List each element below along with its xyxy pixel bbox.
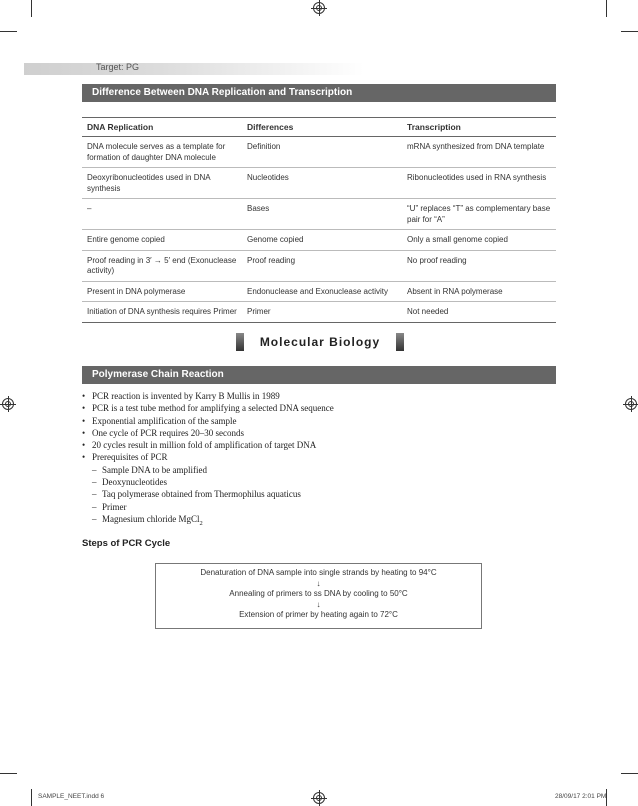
table-cell: DNA molecule serves as a template for formation of daughter DNA molecule (82, 137, 242, 168)
crop-mark (0, 773, 17, 774)
step-extension: Extension of primer by heating again to 72°C (239, 610, 398, 619)
step-denaturation: Denaturation of DNA sample into single strands by heating to 94°C (200, 568, 437, 577)
crop-mark (621, 773, 638, 774)
banner-block-right (396, 333, 404, 351)
table-cell: Entire genome copied (82, 230, 242, 251)
chapter-banner (236, 333, 404, 351)
registration-mark-icon (2, 398, 14, 410)
table-row (82, 281, 556, 302)
column-header: Differences (242, 118, 402, 137)
footer-timestamp: 28/09/17 2:01 PM (555, 793, 607, 800)
column-header: Transcription (402, 118, 556, 137)
table-cell: – (82, 199, 242, 230)
table-cell: Absent in RNA polymerase (402, 281, 556, 302)
table-cell: Ribonucleotides used in RNA synthesis (402, 168, 556, 199)
table-cell: Bases (242, 199, 402, 230)
chapter-title: Molecular Biology (259, 335, 381, 349)
sub-list-item: – Sample DNA to be amplified (82, 464, 334, 476)
table-cell: Proof reading (242, 250, 402, 281)
crop-mark (621, 31, 638, 32)
registration-mark-icon (313, 792, 325, 804)
table-cell: Proof reading in 3′ → 5′ end (Exonuclease activity) (82, 250, 242, 281)
footer-filename: SAMPLE_NEET.indd 6 (38, 793, 105, 800)
target-label: Target: PG (96, 62, 140, 72)
table-cell: Primer (242, 302, 402, 323)
table-cell: Initiation of DNA synthesis requires Primer (82, 302, 242, 323)
table-cell: Endonuclease and Exonuclease activity (242, 281, 402, 302)
list-item: • PCR is a test tube method for amplifying a selected DNA sequence (82, 402, 334, 414)
registration-mark-icon (625, 398, 637, 410)
table-row (82, 230, 556, 251)
column-header: DNA Replication (82, 118, 242, 137)
section-heading-pcr: Polymerase Chain Reaction (82, 366, 556, 384)
registration-mark-icon (313, 2, 325, 14)
crop-mark (31, 0, 32, 17)
sub-list-item-text: Magnesium chloride MgCl (102, 513, 200, 524)
table-cell: Nucleotides (242, 168, 402, 199)
table-cell: No proof reading (402, 250, 556, 281)
table-cell: Present in DNA polymerase (82, 281, 242, 302)
list-item: • PCR reaction is invented by Karry B Mullis in 1989 (82, 390, 334, 402)
pcr-bullet-list (82, 390, 334, 530)
down-arrow-icon: ↓ (316, 578, 321, 588)
sub-list-item: – Deoxynucleotides (82, 476, 334, 488)
sub-list-item (82, 513, 334, 530)
target-bar (24, 63, 364, 75)
table-row (82, 137, 556, 168)
table-row (82, 199, 556, 230)
sub-list-item: – Primer (82, 501, 334, 513)
table-cell: Not needed (402, 302, 556, 323)
list-item: • 20 cycles result in million fold of amplification of target DNA (82, 439, 334, 451)
table-cell: Definition (242, 137, 402, 168)
crop-mark (31, 789, 32, 806)
pcr-steps-box (155, 563, 482, 629)
table-cell: Genome copied (242, 230, 402, 251)
list-item: • One cycle of PCR requires 20–30 seconds (82, 427, 334, 439)
sub-list-item: – Taq polymerase obtained from Thermophilus aquaticus (82, 488, 334, 500)
down-arrow-icon: ↓ (316, 599, 321, 609)
list-item: • Prerequisites of PCR (82, 451, 334, 463)
subscript: 2 (199, 519, 203, 527)
table-header-row (82, 118, 556, 137)
table-cell: mRNA synthesized from DNA template (402, 137, 556, 168)
table-row (82, 250, 556, 281)
table-row (82, 302, 556, 323)
list-item: • Exponential amplification of the sample (82, 415, 334, 427)
crop-mark (606, 0, 607, 17)
steps-heading: Steps of PCR Cycle (82, 538, 171, 549)
comparison-table (82, 117, 556, 323)
section-heading-dna-vs-transcription: Difference Between DNA Replication and Transcription (82, 84, 556, 102)
table-cell: Deoxyribonucleotides used in DNA synthesis (82, 168, 242, 199)
table-cell: Only a small genome copied (402, 230, 556, 251)
table-cell: “U” replaces “T” as complementary base pair for “A” (402, 199, 556, 230)
step-annealing: Annealing of primers to ss DNA by cooling to 50°C (229, 589, 408, 598)
table-row (82, 168, 556, 199)
crop-mark (0, 31, 17, 32)
